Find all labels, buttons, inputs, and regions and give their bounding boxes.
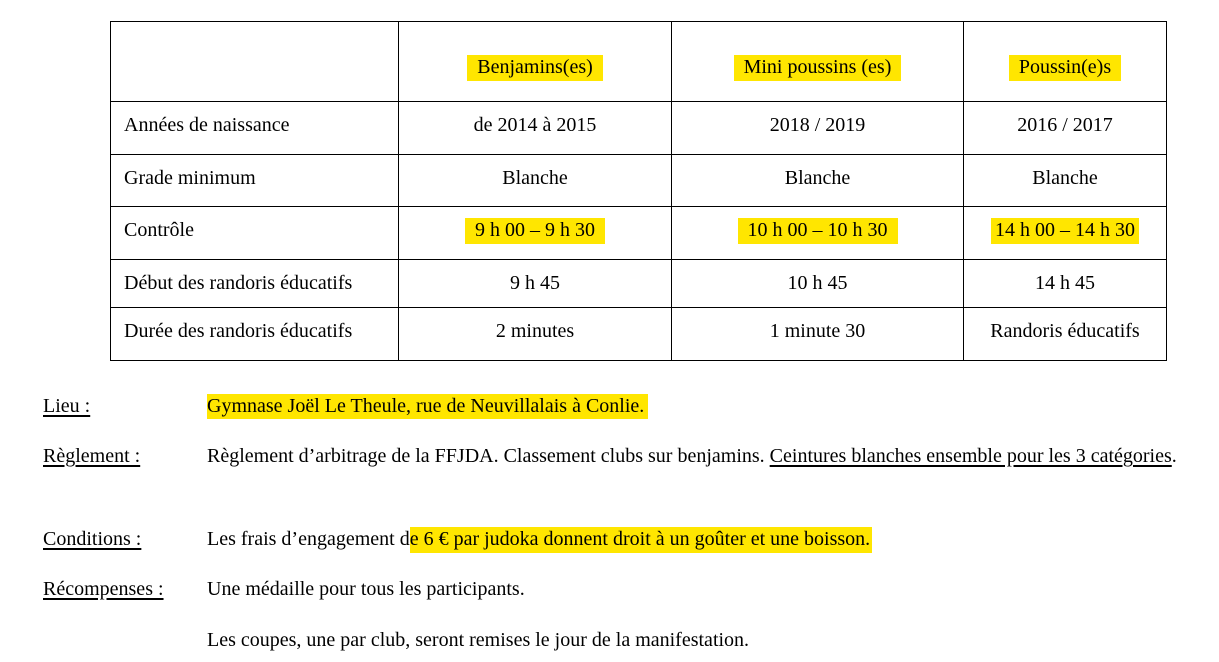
table-cell: 2018 / 2019 — [672, 102, 964, 155]
highlighted-time: 9 h 00 – 9 h 30 — [465, 218, 605, 244]
schedule-table — [110, 21, 1167, 361]
conditions-label: Conditions : — [43, 528, 142, 550]
header-benjamins — [399, 22, 672, 102]
table-cell — [672, 207, 964, 260]
lieu-text: Gymnase Joël Le Theule, rue de Neuvillalais à Conlie. — [207, 394, 648, 419]
table-cell: 2 minutes — [399, 308, 672, 361]
header-poussins — [964, 22, 1167, 102]
reglement-underlined-text: Ceintures blanches ensemble pour les 3 catégories — [769, 445, 1172, 467]
highlighted-time: 10 h 00 – 10 h 30 — [738, 218, 898, 244]
highlighted-time: 14 h 00 – 14 h 30 — [991, 218, 1139, 244]
table-cell: 10 h 45 — [672, 260, 964, 308]
lieu-label: Lieu : — [43, 395, 91, 417]
header-benjamins-label: Benjamins(es) — [467, 55, 603, 81]
table-cell: 14 h 45 — [964, 260, 1167, 308]
table-cell: Randoris éducatifs — [964, 308, 1167, 361]
reglement-text: Règlement d’arbitrage de la FFJDA. Classement clubs sur benjamins. — [207, 445, 770, 467]
table-row — [111, 260, 1167, 308]
lieu-body — [207, 393, 1199, 419]
row-label: Durée des randoris éducatifs — [111, 308, 399, 361]
row-label: Contrôle — [111, 207, 399, 260]
row-label: Années de naissance — [111, 102, 399, 155]
conditions-highlighted-text: e 6 € par judoka donnent droit à un goûter et une boisson. — [410, 527, 872, 553]
table-row — [111, 155, 1167, 207]
table-cell: 2016 / 2017 — [964, 102, 1167, 155]
header-empty-cell — [111, 22, 399, 102]
header-mini-poussins — [672, 22, 964, 102]
table-header-row — [111, 22, 1167, 102]
table-cell: de 2014 à 2015 — [399, 102, 672, 155]
table-row — [111, 207, 1167, 260]
table-row — [111, 102, 1167, 155]
table-row — [111, 308, 1167, 361]
recompenses-label: Récompenses : — [43, 578, 164, 600]
conditions-text: Les frais d’engagement d — [207, 528, 410, 550]
recompenses-line-1: Une médaille pour tous les participants. — [207, 578, 525, 600]
conditions-body — [207, 526, 1199, 552]
row-label: Grade minimum — [111, 155, 399, 207]
table-cell: 9 h 45 — [399, 260, 672, 308]
header-mini-poussins-label: Mini poussins (es) — [734, 55, 902, 81]
table-cell: 1 minute 30 — [672, 308, 964, 361]
table-cell — [399, 207, 672, 260]
row-label: Début des randoris éducatifs — [111, 260, 399, 308]
table-cell: Blanche — [672, 155, 964, 207]
reglement-body — [207, 443, 1199, 469]
table-cell: Blanche — [964, 155, 1167, 207]
reglement-label: Règlement : — [43, 445, 141, 467]
recompenses-line-2: Les coupes, une par club, seront remises le jour de la manifestation. — [207, 629, 750, 651]
recompenses-body — [207, 576, 1199, 653]
header-poussins-label: Poussin(e)s — [1009, 55, 1121, 81]
table-cell: Blanche — [399, 155, 672, 207]
table-cell — [964, 207, 1167, 260]
reglement-end: . — [1171, 445, 1177, 467]
